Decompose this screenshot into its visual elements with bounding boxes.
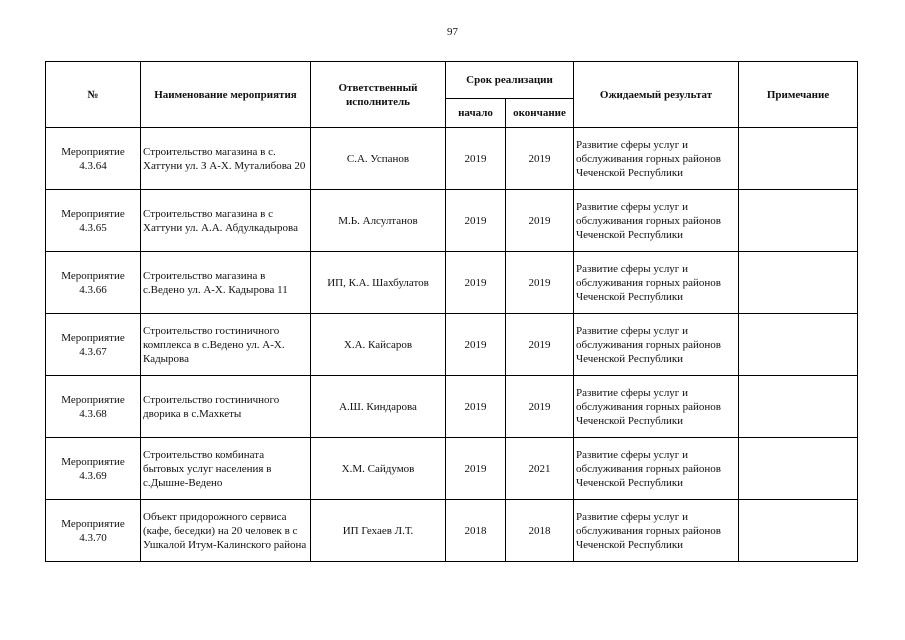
table-row: [46, 314, 858, 376]
note: [739, 500, 858, 562]
end-year: 2021: [506, 438, 574, 500]
measure-name: Строительство гостиничного комплекса в с.Ведено ул. А-Х. Кадырова: [141, 314, 311, 376]
measure-name: Строительство магазина в с.Ведено ул. А-Х. Кадырова 11: [141, 252, 311, 314]
table-row: [46, 252, 858, 314]
end-year: 2019: [506, 376, 574, 438]
note: [739, 314, 858, 376]
measure-number: Мероприятие 4.3.67: [46, 314, 141, 376]
expected-result: Развитие сферы услуг и обслуживания горных районов Чеченской Республики: [574, 190, 739, 252]
measure-name: Строительство магазина в с Хаттуни ул. А.А. Абдулкадырова: [141, 190, 311, 252]
header-measure-name: Наименование мероприятия: [141, 62, 311, 128]
measure-number: Мероприятие 4.3.64: [46, 128, 141, 190]
measures-table: [45, 61, 858, 562]
table-row: [46, 438, 858, 500]
note: [739, 376, 858, 438]
note: [739, 252, 858, 314]
header-period: Срок реализации: [446, 62, 574, 99]
expected-result: Развитие сферы услуг и обслуживания горных районов Чеченской Республики: [574, 376, 739, 438]
note: [739, 128, 858, 190]
expected-result: Развитие сферы услуг и обслуживания горных районов Чеченской Республики: [574, 252, 739, 314]
end-year: 2018: [506, 500, 574, 562]
header-number: №: [46, 62, 141, 128]
measure-number: Мероприятие 4.3.66: [46, 252, 141, 314]
start-year: 2019: [446, 314, 506, 376]
table-row: [46, 128, 858, 190]
executor: С.А. Успанов: [311, 128, 446, 190]
table-row: [46, 190, 858, 252]
table-row: [46, 500, 858, 562]
start-year: 2019: [446, 128, 506, 190]
start-year: 2019: [446, 376, 506, 438]
expected-result: Развитие сферы услуг и обслуживания горных районов Чеченской Республики: [574, 500, 739, 562]
executor: ИП Гехаев Л.Т.: [311, 500, 446, 562]
expected-result: Развитие сферы услуг и обслуживания горных районов Чеченской Республики: [574, 314, 739, 376]
header-start: начало: [446, 99, 506, 128]
measure-number: Мероприятие 4.3.70: [46, 500, 141, 562]
measure-name: Объект придорожного сервиса (кафе, беседки) на 20 человек в с Ушкалой Итум-Калинского района: [141, 500, 311, 562]
measure-number: Мероприятие 4.3.69: [46, 438, 141, 500]
start-year: 2019: [446, 190, 506, 252]
expected-result: Развитие сферы услуг и обслуживания горных районов Чеченской Республики: [574, 128, 739, 190]
expected-result: Развитие сферы услуг и обслуживания горных районов Чеченской Республики: [574, 438, 739, 500]
measure-name: Строительство гостиничного дворика в с.Махкеты: [141, 376, 311, 438]
executor: Х.А. Кайсаров: [311, 314, 446, 376]
end-year: 2019: [506, 252, 574, 314]
page-number: 97: [447, 26, 458, 38]
note: [739, 438, 858, 500]
start-year: 2019: [446, 438, 506, 500]
start-year: 2019: [446, 252, 506, 314]
header-end: окончание: [506, 99, 574, 128]
header-expected-result: Ожидаемый результат: [574, 62, 739, 128]
note: [739, 190, 858, 252]
measure-name: Строительство комбината бытовых услуг населения в с.Дышне-Ведено: [141, 438, 311, 500]
measure-number: Мероприятие 4.3.65: [46, 190, 141, 252]
header-note: Примечание: [739, 62, 858, 128]
end-year: 2019: [506, 128, 574, 190]
executor: А.Ш. Киндарова: [311, 376, 446, 438]
executor: М.Ь. Алсултанов: [311, 190, 446, 252]
table-row: [46, 376, 858, 438]
start-year: 2018: [446, 500, 506, 562]
executor: ИП, К.А. Шахбулатов: [311, 252, 446, 314]
measure-name: Строительство магазина в с. Хаттуни ул. З А-Х. Муталибова 20: [141, 128, 311, 190]
executor: Х.М. Сайдумов: [311, 438, 446, 500]
end-year: 2019: [506, 190, 574, 252]
end-year: 2019: [506, 314, 574, 376]
header-executor: Ответственный исполнитель: [311, 62, 446, 128]
measure-number: Мероприятие 4.3.68: [46, 376, 141, 438]
